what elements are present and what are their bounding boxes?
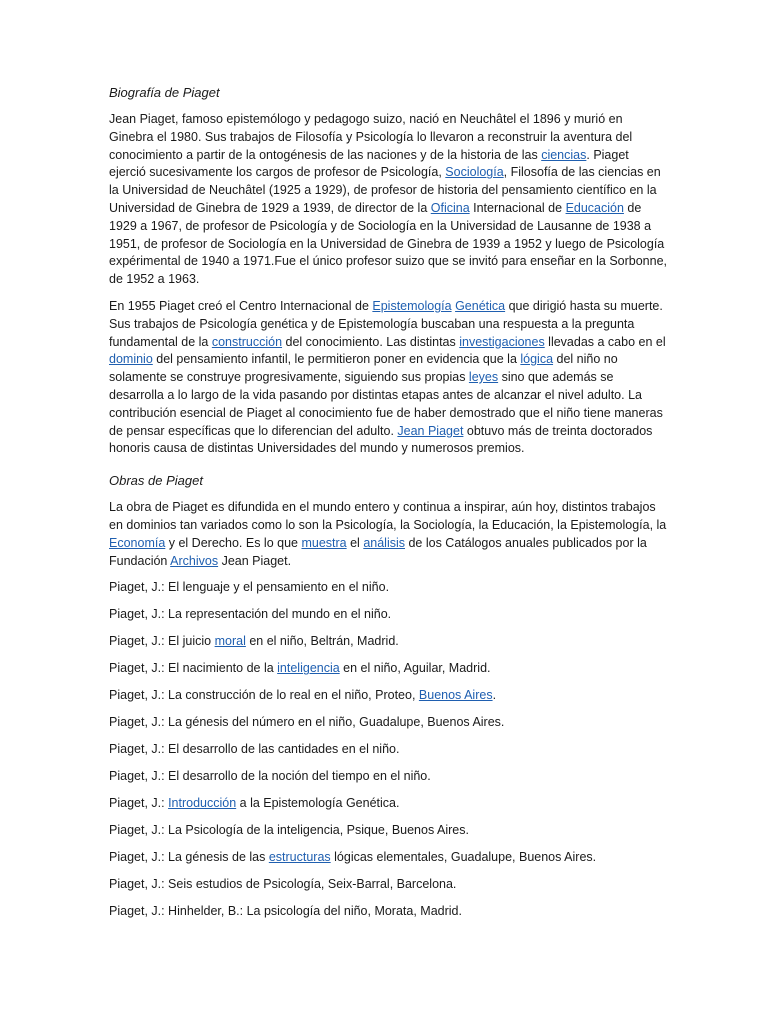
- link-ciencias[interactable]: ciencias: [541, 147, 587, 162]
- text-span: Piaget, J.: Hinhelder, B.: La psicología del niño, Morata, Madrid.: [109, 904, 462, 919]
- works-heading: Obras de Piaget: [109, 473, 203, 489]
- text-span: del niño no solamente se construye progresivamente, siguiendo sus propias: [109, 352, 618, 385]
- bio-paragraph-2: [109, 298, 668, 458]
- link-investigaciones[interactable]: investigaciones: [459, 334, 545, 349]
- text-span: que dirigió hasta su muerte. Sus trabajos de Psicología genética y de Epistemología buscaban una respuesta a la pregunta fundamental de la: [109, 298, 663, 349]
- text-span: obtuvo más de treinta doctorados honoris causa de distintas Universidades del mundo y numerosos premios.: [109, 423, 653, 456]
- text-span: , Filosofía de las ciencias en la Universidad de Neuchâtel (1925 a 1929), de profesor de historia del pensamiento científico en la Universidad de Ginebra de 1929 a 1939, de director de la: [109, 165, 661, 215]
- text-span: de 1929 a 1967, de profesor de Psicología y de Sociología en la Universidad de Lausanne de 1938 a 1951, de profesor de Sociología en la Universidad de Ginebra de 1939 a 1952 y luego de Psicología expérimental de 1940 a 1971.Fue el único profesor suizo que se invitó para enseñar en la Sorbonne, de 1952 a 1963.: [109, 200, 668, 287]
- text-span: en el niño, Aguilar, Madrid.: [339, 661, 491, 676]
- link-oficina[interactable]: Oficina: [430, 200, 470, 215]
- link-analisis[interactable]: análisis: [363, 535, 405, 550]
- link-estructuras[interactable]: estructuras: [268, 850, 331, 865]
- reference-item: [109, 795, 668, 812]
- reference-item: [109, 606, 668, 623]
- text-span: Piaget, J.: La génesis de las: [109, 850, 269, 865]
- reference-item: [109, 903, 668, 920]
- works-paragraph-1: [109, 499, 668, 570]
- bio-heading: Biografía de Piaget: [109, 85, 220, 100]
- text-span: Piaget, J.: El lenguaje y el pensamiento en el niño.: [109, 580, 390, 595]
- link-jean-piaget[interactable]: Jean Piaget: [397, 423, 464, 438]
- link-introduccion[interactable]: Introducción: [168, 796, 237, 811]
- bio-paragraph-1: [109, 111, 668, 289]
- text-span: Piaget, J.: El desarrollo de la noción del tiempo en el niño.: [109, 769, 431, 784]
- reference-item: [109, 741, 668, 758]
- text-span: Piaget, J.: La génesis del número en el niño, Guadalupe, Buenos Aires.: [109, 715, 505, 730]
- reference-item: [109, 876, 668, 893]
- text-span: lógicas elementales, Guadalupe, Buenos Aires.: [330, 850, 597, 865]
- text-span: llevadas a cabo en el: [544, 334, 666, 349]
- text-span: a la Epistemología Genética.: [236, 796, 400, 811]
- link-dominio[interactable]: dominio: [109, 352, 153, 367]
- reference-item: [109, 768, 668, 785]
- text-span: y el Derecho. Es lo que: [165, 535, 302, 550]
- reference-item: [109, 714, 668, 731]
- link-muestra[interactable]: muestra: [301, 535, 347, 550]
- text-span: En 1955 Piaget creó el Centro Internacional de: [109, 298, 373, 313]
- text-span: en el niño, Beltrán, Madrid.: [245, 634, 399, 649]
- text-span: Piaget, J.: El desarrollo de las cantidades en el niño.: [109, 742, 400, 757]
- text-span: La obra de Piaget es difundida en el mundo entero y continua a inspirar, aún hoy, distintos trabajos en dominios tan variados como lo son la Psicología, la Sociología, la Educación, la Epistemología, la: [109, 500, 667, 532]
- link-sociologia[interactable]: Sociología: [445, 165, 504, 180]
- text-span: sino que además se desarrolla a lo largo de la vida pasando por distintas etapas antes de alcanzar el nivel adulto. La contribución esencial de Piaget al conocimiento fue de haber demostrado que el niño tiene maneras de pensar específicas que lo diferencian del adulto.: [109, 370, 663, 438]
- link-educacion[interactable]: Educación: [565, 200, 624, 215]
- text-span: .: [492, 688, 497, 703]
- link-genetica[interactable]: Genética: [455, 298, 506, 313]
- text-span: Piaget, J.: La representación del mundo en el niño.: [109, 607, 392, 622]
- link-leyes[interactable]: leyes: [468, 370, 499, 385]
- link-logica[interactable]: lógica: [520, 352, 554, 367]
- link-moral[interactable]: moral: [214, 634, 246, 649]
- reference-item: [109, 633, 668, 650]
- link-inteligencia[interactable]: inteligencia: [277, 661, 340, 676]
- text-span: del conocimiento. Las distintas: [282, 334, 460, 349]
- text-span: Internacional de: [469, 200, 566, 215]
- text-span: Piaget, J.: El nacimiento de la: [109, 661, 278, 676]
- text-span: Jean Piaget, famoso epistemólogo y pedagogo suizo, nació en Neuchâtel el 1896 y murió en Ginebra el 1980. Sus trabajos de Filosofía y Psicología lo llevaron a reconstruir la aventura del conocimiento a partir de la ontogénesis de las naciones y de la historia de las: [109, 112, 633, 162]
- reference-item: [109, 849, 668, 866]
- reference-item: [109, 579, 668, 596]
- text-span: del pensamiento infantil, le permitieron poner en evidencia que la: [152, 352, 521, 367]
- text-span: Jean Piaget.: [218, 553, 292, 568]
- text-span: Piaget, J.: El juicio: [109, 634, 215, 649]
- link-construccion[interactable]: construcción: [211, 334, 283, 349]
- text-span: Piaget, J.: La construcción de lo real en el niño, Proteo,: [109, 688, 419, 703]
- text-span: Piaget, J.: La Psicología de la inteligencia, Psique, Buenos Aires.: [109, 823, 469, 838]
- reference-item: [109, 660, 668, 677]
- reference-item: [109, 822, 668, 839]
- text-span: Piaget, J.: Seis estudios de Psicología, Seix-Barral, Barcelona.: [109, 877, 457, 892]
- text-span: de los Catálogos anuales publicados por la Fundación: [109, 535, 647, 568]
- text-span: Piaget, J.:: [109, 796, 169, 811]
- text-span: el: [346, 535, 364, 550]
- link-economia[interactable]: Economía: [109, 535, 166, 550]
- reference-item: [109, 687, 668, 704]
- link-epistemologia[interactable]: Epistemología: [372, 298, 452, 313]
- references-list: [109, 579, 668, 920]
- link-buenos-aires[interactable]: Buenos Aires: [418, 688, 493, 703]
- text-span: . Piaget ejerció sucesivamente los cargos de profesor de Psicología,: [109, 147, 629, 180]
- link-archivos[interactable]: Archivos: [170, 553, 219, 568]
